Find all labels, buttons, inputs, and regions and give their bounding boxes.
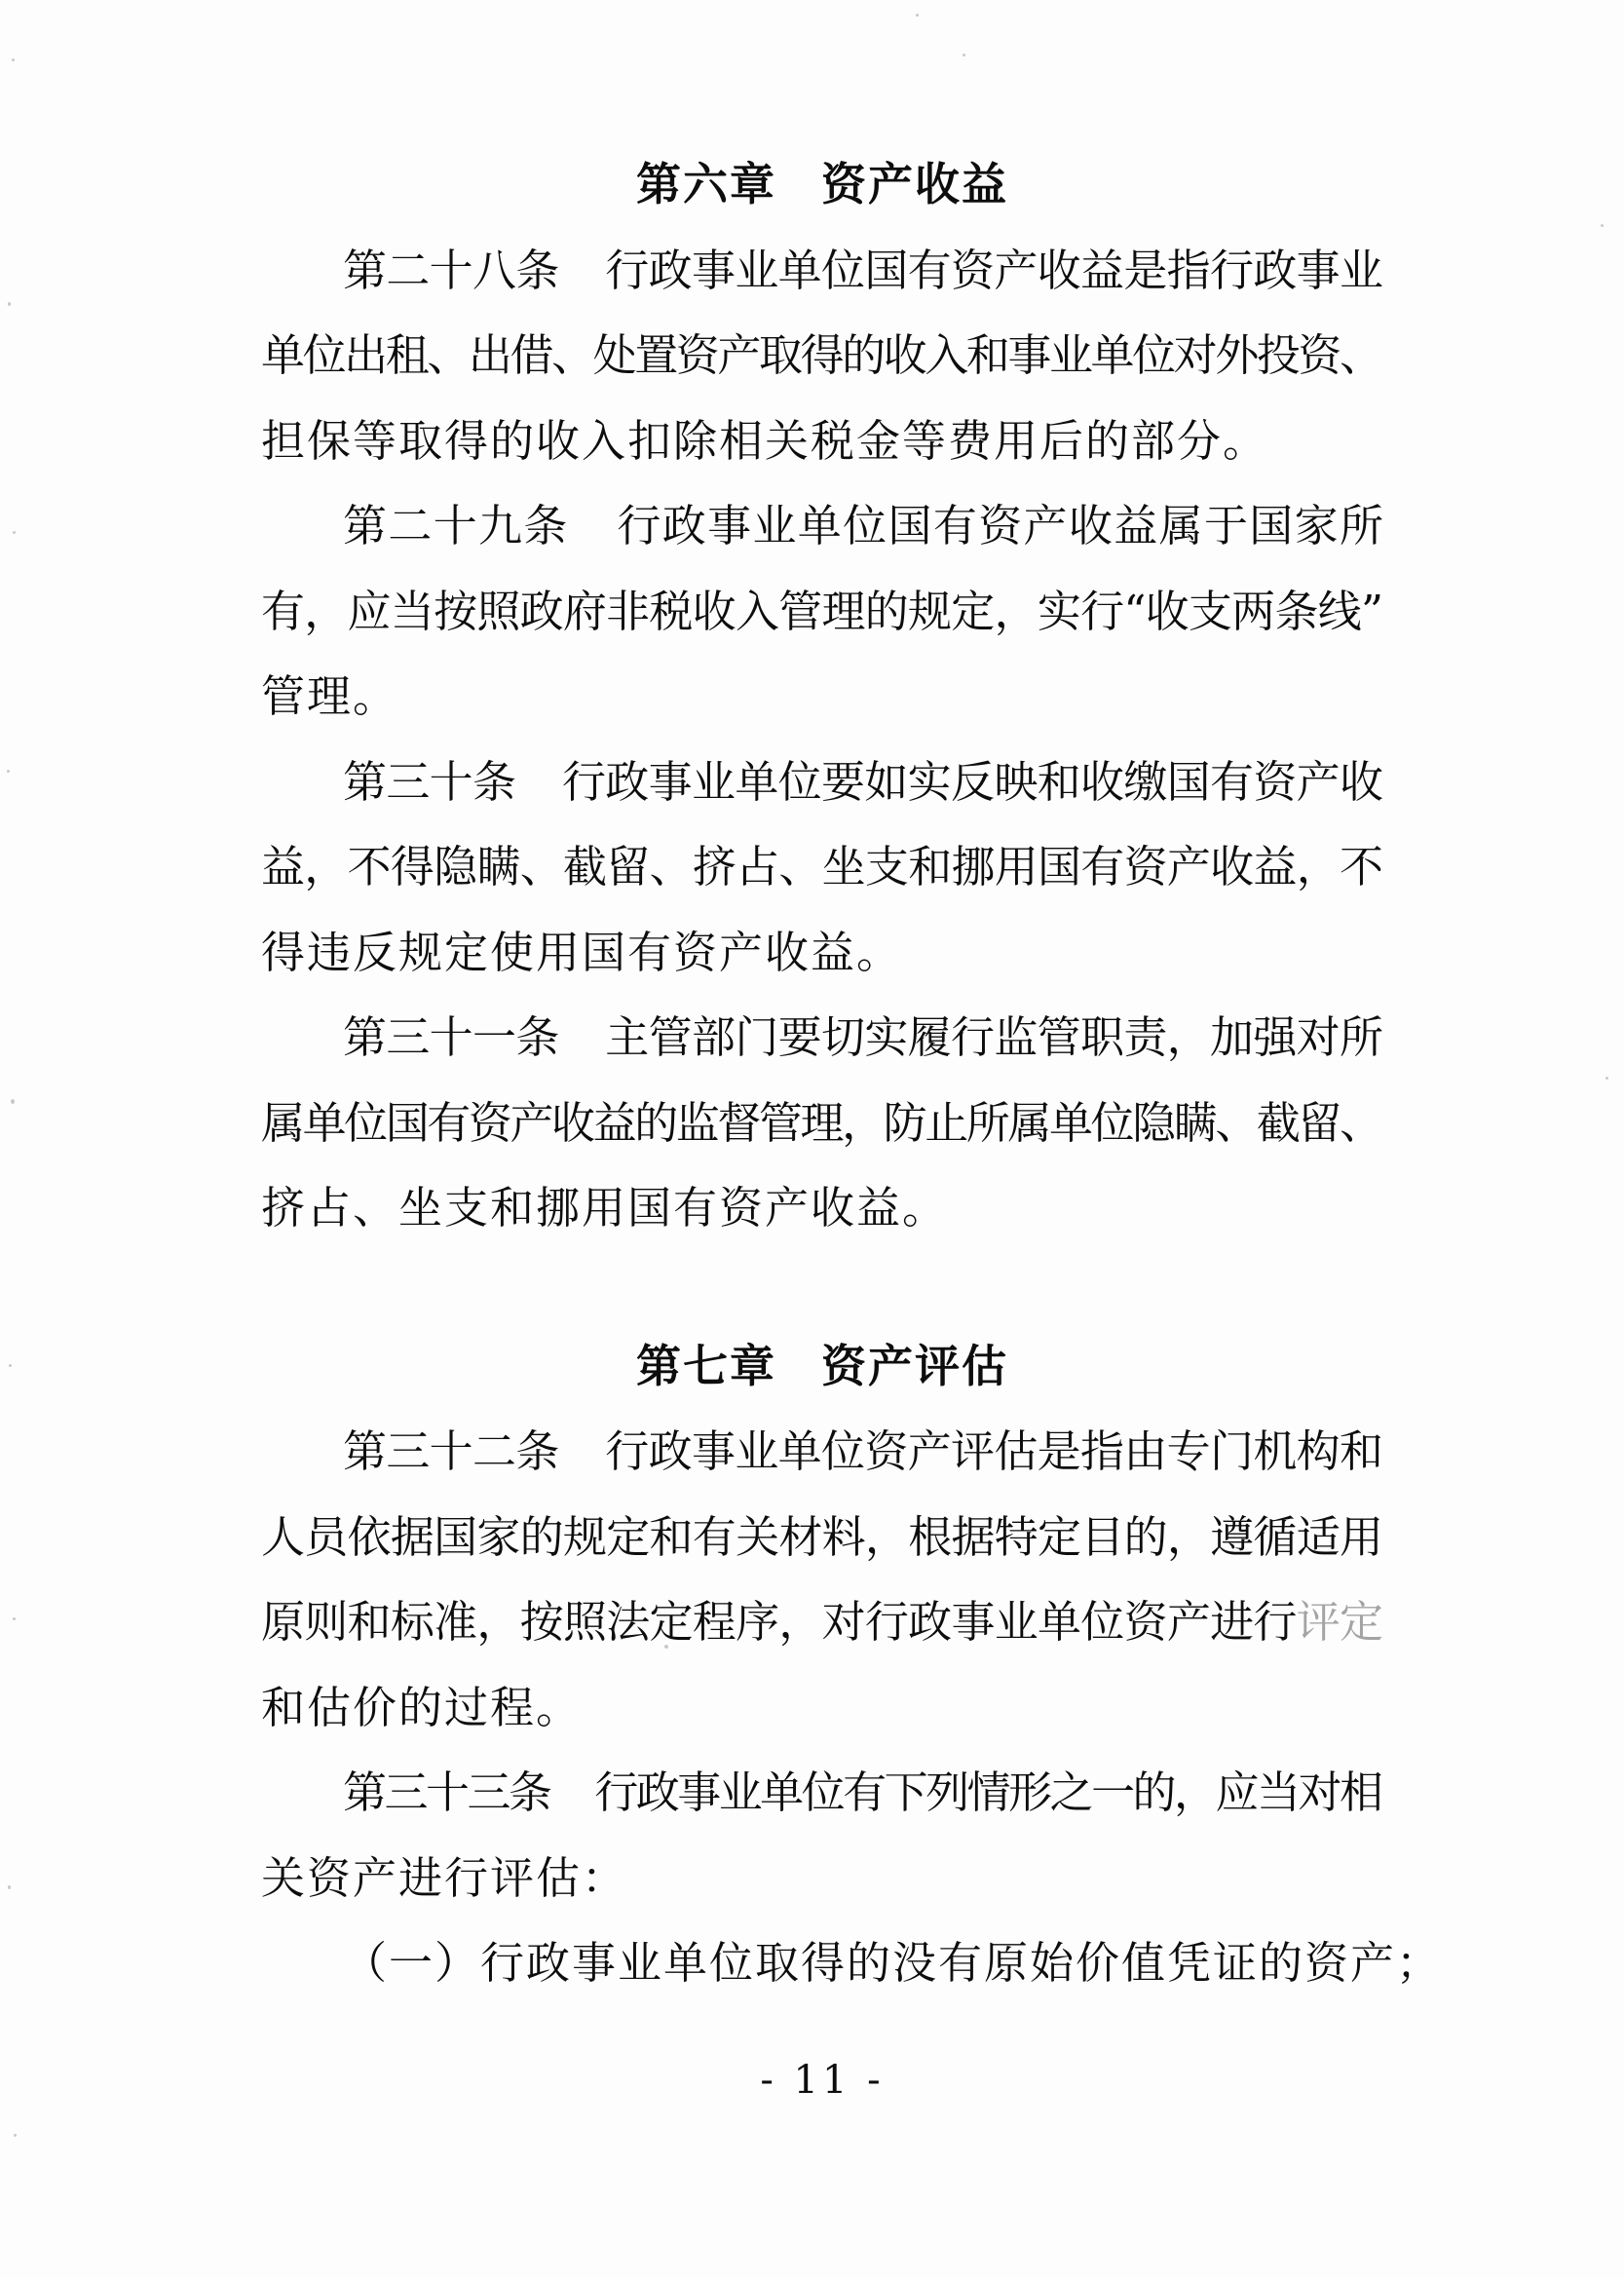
text-line xyxy=(261,313,1383,399)
scan-speckle xyxy=(9,1364,12,1367)
scan-speckle xyxy=(916,14,919,17)
page-number: - 11 - xyxy=(760,2058,885,2103)
article-paragraph xyxy=(261,228,1383,484)
text-line xyxy=(261,740,1383,825)
text-line-content: 得违反规定使用国有资产收益。 xyxy=(261,926,903,978)
scan-speckle xyxy=(14,2134,17,2137)
text-line xyxy=(261,483,1383,569)
text-line xyxy=(261,995,1383,1081)
text-line-content: （一）行政事业单位取得的没有原始价值凭证的资产； xyxy=(343,1937,1443,1989)
text-line-content: 管理。 xyxy=(261,670,399,722)
text-line-content: 人员依据国家的规定和有关材料，根据特定目的，遵循适用 xyxy=(261,1510,1383,1563)
text-line xyxy=(261,654,1383,740)
text-line xyxy=(261,824,1383,910)
scan-speckle xyxy=(963,54,965,57)
scan-speckle xyxy=(7,770,10,773)
chapter-heading: 第六章 资产收益 xyxy=(635,158,1008,210)
text-line-content: 原则和标准，按照法定程序，对行政事业单位资产进行 xyxy=(261,1596,1297,1648)
text-line-content: 有，应当按照政府非税收入管理的规定，实行“收支两条线” xyxy=(261,585,1383,637)
text-line xyxy=(261,569,1383,655)
scan-speckle xyxy=(13,531,16,534)
text-line xyxy=(261,1920,1443,2006)
text-line-content: 第三十二条 行政事业单位资产评估是指由专门机构和 xyxy=(343,1425,1383,1477)
scan-speckle xyxy=(13,1617,16,1620)
text-line xyxy=(261,399,1383,484)
scan-speckle xyxy=(8,1885,11,1889)
text-line-content: 第二十八条 行政事业单位国有资产收益是指行政事业 xyxy=(343,244,1383,296)
text-line-content: 第三十一条 主管部门要切实履行监管职责，加强对所 xyxy=(343,1011,1383,1063)
article-paragraph xyxy=(261,1409,1383,1750)
text-line xyxy=(261,1081,1383,1166)
scan-speckle xyxy=(11,1099,15,1104)
article-paragraph xyxy=(261,740,1383,996)
article-paragraph xyxy=(261,1750,1383,1920)
text-line-content: 担保等取得的收入扣除相关税金等费用后的部分。 xyxy=(261,414,1269,467)
text-line-content: 和估价的过程。 xyxy=(261,1681,583,1733)
text-line-content: 第三十条 行政事业单位要如实反映和收缴国有资产收 xyxy=(343,755,1383,808)
text-line xyxy=(261,1165,1383,1251)
text-line xyxy=(261,1665,1383,1751)
article-paragraph xyxy=(261,995,1383,1251)
chapter-heading: 第七章 资产评估 xyxy=(635,1339,1008,1392)
text-line xyxy=(261,1495,1383,1580)
text-line xyxy=(261,1579,1383,1665)
text-line-content: 属单位国有资产收益的监督管理，防止所属单位隐瞒、截留、 xyxy=(261,1096,1381,1149)
scan-speckle xyxy=(1601,224,1604,227)
article-paragraph xyxy=(261,483,1383,740)
text-line-content: 益，不得隐瞒、截留、挤占、坐支和挪用国有资产收益，不 xyxy=(261,841,1383,893)
text-line xyxy=(261,228,1383,314)
text-line-content: 第二十九条 行政事业单位国有资产收益属于国家所 xyxy=(343,500,1385,551)
scan-speckle xyxy=(12,58,15,61)
text-line xyxy=(261,1836,1383,1921)
text-line-content: 单位出租、出借、处置资产取得的收入和事业单位对外投资、 xyxy=(261,329,1381,381)
text-line xyxy=(261,910,1383,996)
faded-text: 评定 xyxy=(1296,1596,1383,1648)
text-line xyxy=(261,1409,1383,1495)
document-body xyxy=(261,142,1443,2006)
text-line-content: 关资产进行评估： xyxy=(261,1851,628,1904)
scan-speckle xyxy=(1605,1077,1608,1080)
text-line-content: 挤占、坐支和挪用国有资产收益。 xyxy=(261,1182,949,1234)
text-line xyxy=(261,1750,1383,1836)
scan-speckle xyxy=(8,302,11,306)
text-line-content: 第三十三条 行政事业单位有下列情形之一的，应当对相 xyxy=(343,1766,1381,1818)
article-paragraph xyxy=(261,1920,1443,2006)
